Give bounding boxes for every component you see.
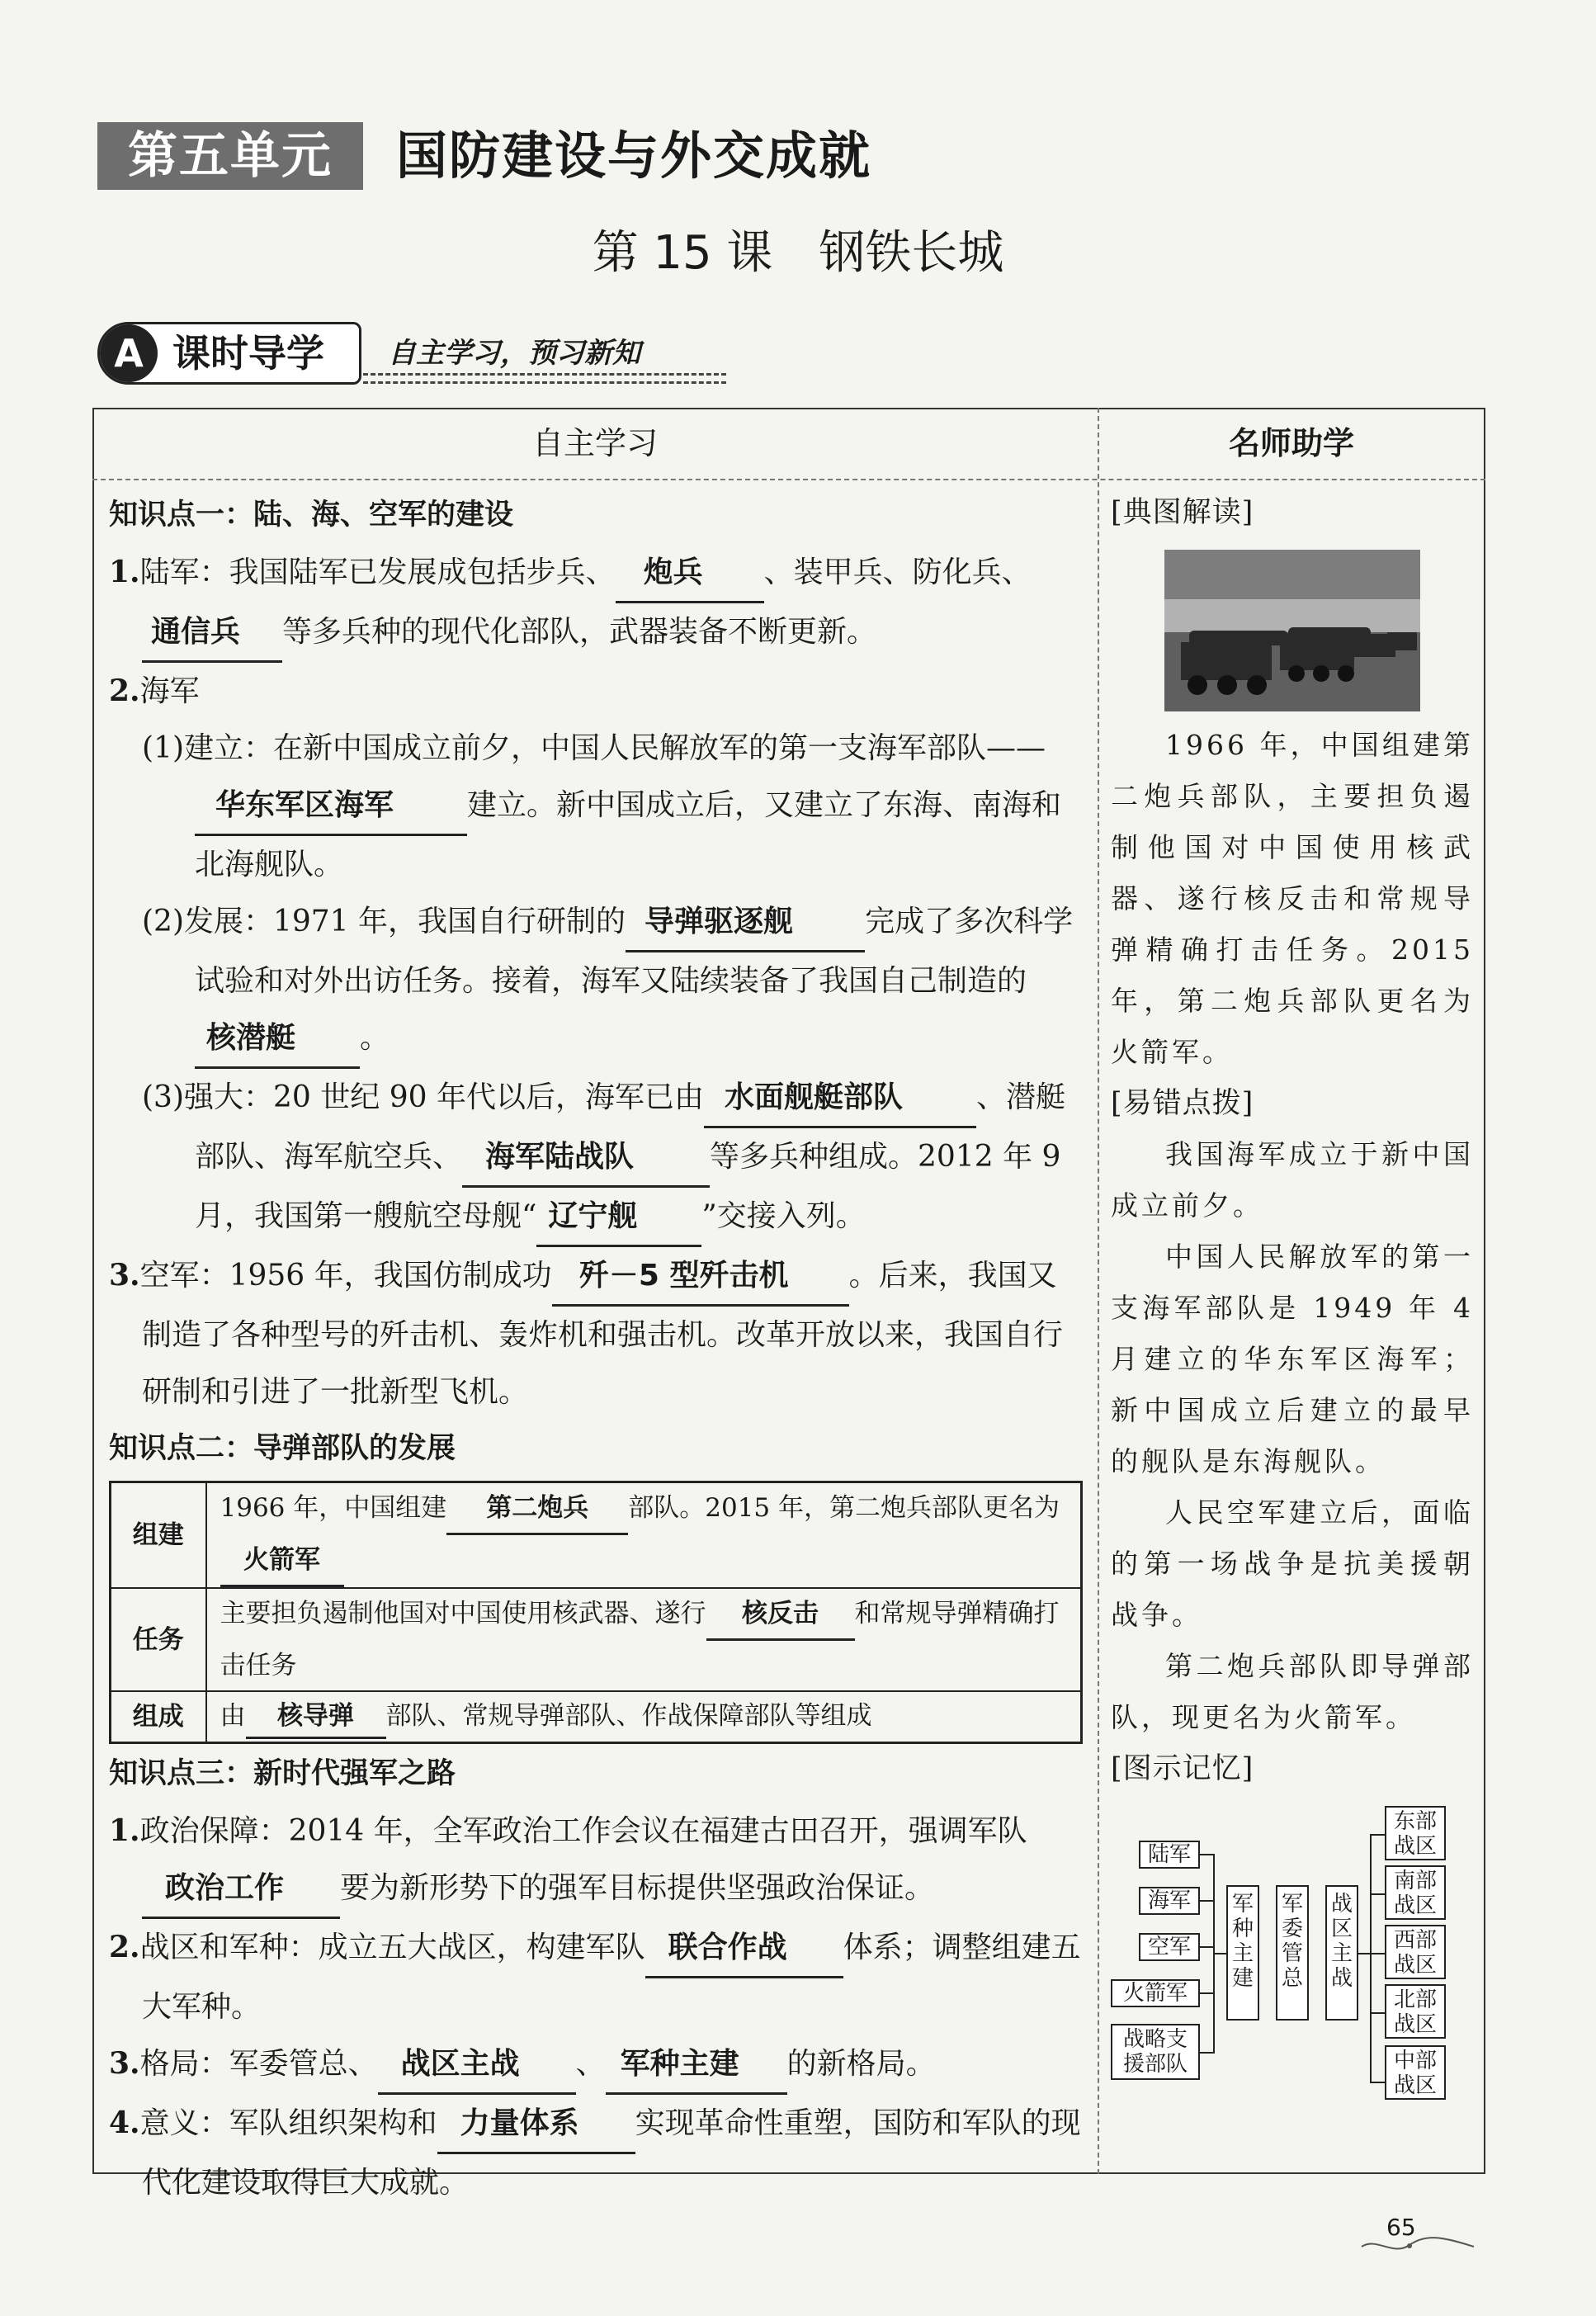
text: 完成了多次科学试验和对外出访任务。接着，海军又陆续装备了我国自己制造的 <box>195 905 1074 998</box>
text: 主要担负遏制他国对中国使用核武器、遂行 <box>220 1599 706 1628</box>
text: 等多兵种组成。2012 年 9 月，我国第一艘航空母舰“ <box>195 1140 1061 1233</box>
text: 由 <box>220 1700 246 1731</box>
diagram-line <box>1200 1946 1213 1948</box>
section-label: [易错点拨] <box>1111 1087 1254 1120</box>
answer-blank[interactable]: 核导弹 <box>246 1695 386 1739</box>
table-row <box>111 1588 1082 1691</box>
diagram-service-box: 战略支援部队 <box>1111 2024 1200 2080</box>
diagram-line <box>1200 1992 1213 1994</box>
main-column-heading: 自主学习 <box>531 425 658 461</box>
row-header: 组建 <box>111 1482 206 1589</box>
diagram-center-box: 军委管总 <box>1276 1885 1309 2021</box>
side-paragraph: 中国人民解放军的第一支海军部队是 1949 年 4 月建立的华东军区海军；新中国成立后建立的最早的舰队是东海舰队。 <box>1111 1241 1474 1477</box>
answer-blank[interactable]: 联合作战 <box>645 1919 843 1978</box>
lesson-title: 第 15 课 钢铁长城 <box>592 226 1004 280</box>
answer-blank[interactable]: 力量体系 <box>437 2095 635 2154</box>
kp3-item-4 <box>109 2095 1083 2211</box>
guide-motto: 自主学习，预习新知 <box>388 337 640 370</box>
diagram-service-box: 火箭军 <box>1111 1979 1200 2007</box>
answer-blank[interactable]: 政治工作 <box>142 1860 340 1919</box>
text: 。 <box>360 1021 390 1055</box>
row-content <box>206 1691 1082 1743</box>
section-label: [图示记忆] <box>1111 1752 1254 1785</box>
kp1-title: 知识点一：陆、海、空军的建设 <box>109 499 514 532</box>
answer-blank[interactable]: 战区主战 <box>378 2035 576 2095</box>
table-row <box>111 1691 1082 1743</box>
kp3-title: 知识点三：新时代强军之路 <box>109 1757 456 1790</box>
diagram-line <box>1370 2012 1385 2014</box>
item-number: 1. <box>109 555 140 589</box>
item-number: 1. <box>109 1813 140 1848</box>
kp2-title: 知识点二：导弹部队的发展 <box>109 1432 456 1465</box>
kp2-table <box>109 1481 1083 1744</box>
diagram-line <box>1370 1953 1385 1954</box>
answer-blank[interactable]: 歼－5 型歼击机 <box>552 1247 849 1307</box>
diagram-zone-box: 东部战区 <box>1385 1806 1446 1860</box>
text: (2)发展：1971 年，我国自行研制的 <box>142 905 626 938</box>
diagram-zone-box: 北部战区 <box>1385 1984 1446 2039</box>
answer-blank[interactable]: 炮兵 <box>616 544 764 603</box>
text: 1966 年，中国组建 <box>220 1493 447 1523</box>
text: 和常规导弹精确打击任务 <box>220 1599 1060 1680</box>
navy-establish <box>109 720 1083 893</box>
diagram-center-box: 战区主战 <box>1325 1885 1358 2021</box>
diagram-line <box>1200 2052 1213 2054</box>
guide-letter-badge: A <box>100 324 158 382</box>
diagram-center-box: 军种主建 <box>1226 1885 1259 2021</box>
diagram-zone-box: 中部战区 <box>1385 2045 1446 2100</box>
kp3-item-2 <box>109 1919 1083 2035</box>
diagram-service-box: 陆军 <box>1139 1841 1200 1869</box>
divider <box>363 381 726 384</box>
answer-blank[interactable]: 通信兵 <box>142 603 282 663</box>
diagram-line <box>1370 1893 1385 1895</box>
text: 海军 <box>139 674 200 708</box>
answer-blank[interactable]: 海军陆战队 <box>462 1128 710 1188</box>
diagram-line <box>1200 1900 1213 1902</box>
answer-blank[interactable]: 华东军区海军 <box>195 777 467 836</box>
diagram-line <box>1358 1953 1370 1954</box>
side-column <box>1111 487 1474 2103</box>
row-header: 组成 <box>111 1691 206 1743</box>
text: 要为新形势下的强军目标提供坚强政治保证。 <box>340 1871 935 1905</box>
side-column-heading: 名师助学 <box>1228 425 1354 461</box>
text: 、潜艇部队、海军航空兵、 <box>195 1080 1065 1174</box>
header-divider <box>92 479 1485 480</box>
unit-tag: 第五单元 <box>97 122 363 190</box>
row-content <box>206 1482 1082 1589</box>
navy-strong <box>109 1069 1083 1247</box>
navy-develop <box>109 893 1083 1069</box>
navy-item <box>109 663 1083 720</box>
side-paragraph: 第二炮兵部队即导弹部队，现更名为火箭军。 <box>1111 1650 1474 1733</box>
diagram-line <box>1200 1854 1213 1855</box>
section-label: [典图解读] <box>1111 496 1254 529</box>
diagram-zone-box: 南部战区 <box>1385 1865 1446 1920</box>
text: 、 <box>575 2047 606 2081</box>
text: 陆军：我国陆军已发展成包括步兵、 <box>139 555 616 589</box>
answer-blank[interactable]: 核反击 <box>706 1589 855 1641</box>
text: 的新格局。 <box>786 2047 936 2081</box>
text: (3)强大：20 世纪 90 年代以后，海军已由 <box>142 1080 704 1114</box>
text: 意义：军队组织架构和 <box>139 2106 437 2140</box>
kp3-item-3 <box>109 2035 1083 2095</box>
row-header: 任务 <box>111 1588 206 1691</box>
text: 战区和军种：成立五大战区，构建军队 <box>139 1931 645 1964</box>
unit-title: 国防建设与外交成就 <box>396 125 872 186</box>
diagram-line <box>1213 1953 1226 1954</box>
main-column <box>109 487 1083 2211</box>
diagram-line <box>1370 2082 1385 2083</box>
ornament-icon <box>1360 2235 1476 2257</box>
answer-blank[interactable]: 军种主建 <box>606 2035 787 2095</box>
air-item <box>109 1247 1083 1420</box>
side-paragraph: 1966 年，中国组建第二炮兵部队，主要担负遏制他国对中国使用核武器、遂行核反击和常规导弹精确打击任务。2015 年，第二炮兵部队更名为火箭军。 <box>1111 729 1474 1068</box>
answer-blank[interactable]: 辽宁舰 <box>536 1188 701 1247</box>
text: 空军：1956 年，我国仿制成功 <box>139 1259 552 1293</box>
text: 部队。2015 年，第二炮兵部队更名为 <box>628 1493 1060 1523</box>
answer-blank[interactable]: 水面舰艇部队 <box>704 1069 976 1128</box>
diagram-zone-box: 西部战区 <box>1385 1925 1446 1979</box>
answer-blank[interactable]: 导弹驱逐舰 <box>626 893 865 952</box>
kp3-item-1 <box>109 1803 1083 1919</box>
guide-label: 课时导学 <box>172 331 324 376</box>
column-divider <box>1098 408 1099 2174</box>
table-row <box>111 1482 1082 1589</box>
text: 部队、常规导弹部队、作战保障部队等组成 <box>385 1700 872 1731</box>
text: ”交接入列。 <box>701 1199 866 1233</box>
item-number: 3. <box>109 1258 140 1293</box>
side-paragraph: 人民空军建立后，面临的第一场战争是抗美援朝战争。 <box>1111 1496 1474 1631</box>
answer-blank[interactable]: 第二炮兵 <box>446 1483 628 1535</box>
structure-diagram <box>1111 1806 1474 2103</box>
photo-illustration <box>1164 550 1420 711</box>
text: 格局：军委管总、 <box>139 2047 378 2081</box>
page-number: 65 <box>1386 2214 1416 2241</box>
text: 等多兵种的现代化部队，武器装备不断更新。 <box>282 615 877 649</box>
item-number: 2. <box>109 1930 140 1964</box>
row-content <box>206 1588 1082 1691</box>
diagram-service-box: 空军 <box>1139 1933 1200 1961</box>
side-paragraph: 我国海军成立于新中国成立前夕。 <box>1111 1138 1474 1222</box>
diagram-line <box>1370 1834 1372 2083</box>
text: 建立。新中国成立后，又建立了东海、南海和北海舰队。 <box>195 788 1062 881</box>
text: (1)建立：在新中国成立前夕，中国人民解放军的第一支海军部队—— <box>142 731 1046 765</box>
missile-parade-photo <box>1164 550 1420 711</box>
answer-blank[interactable]: 核潜艇 <box>195 1009 360 1069</box>
army-item <box>109 544 1083 663</box>
text: 政治保障：2014 年，全军政治工作会议在福建古田召开，强调军队 <box>139 1814 1027 1848</box>
diagram-line <box>1370 1834 1385 1836</box>
answer-blank[interactable]: 火箭军 <box>220 1535 344 1587</box>
text: 实现革命性重塑，国防和军队的现代化建设取得巨大成就。 <box>142 2106 1081 2200</box>
text: 体系；调整组建五大军种。 <box>142 1931 1081 2024</box>
item-number: 4. <box>109 2106 140 2140</box>
guide-banner <box>97 322 361 385</box>
text: 。后来，我国又制造了各种型号的歼击机、轰炸机和强击机。改革开放以来，我国自行研制和引进了一批新型飞机。 <box>142 1259 1064 1409</box>
diagram-service-box: 海军 <box>1139 1887 1200 1915</box>
item-number: 2. <box>109 674 140 708</box>
text: 、装甲兵、防化兵、 <box>763 555 1032 589</box>
divider <box>363 373 726 376</box>
item-number: 3. <box>109 2046 140 2081</box>
